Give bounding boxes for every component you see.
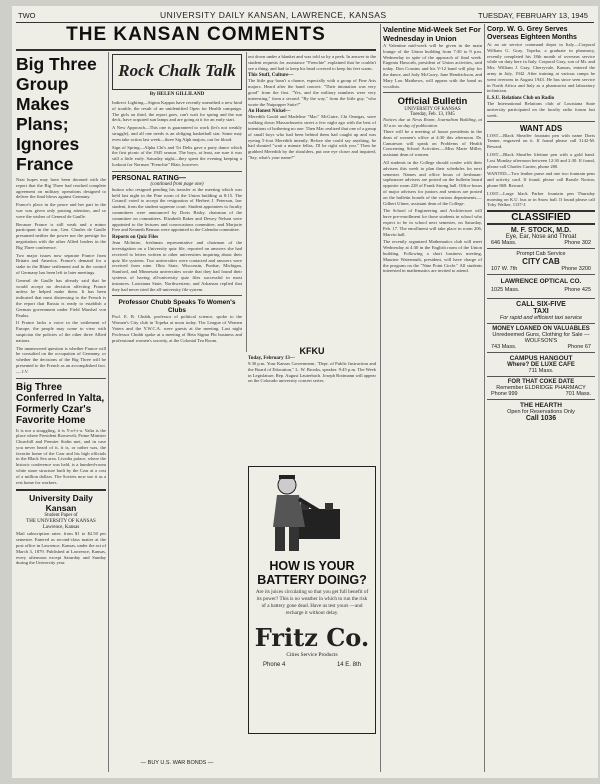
bulletin-note: Notices due at News Room, Journalism Building, at 10 a.m. on day of publication. — [383, 117, 482, 129]
ad-address: 646 Mass. — [491, 240, 517, 247]
paragraph: General de Gaulle has already said that he would accept no decision affecting France unless he helped make them. It has been indicated that most distressing to the French is the report that Russia is ready to establish a German government under Field Marshal von Paulus. — [16, 277, 106, 318]
ad-address: 743 Mass. — [491, 344, 517, 351]
ad-contact — [487, 391, 595, 397]
chubb-article: Prof. E. B. Chubb, professor of political science, spoke to the Women's City club in Topeka at noon today. The League of Women Voters and the Y.W.C.A. were guests at the meeting. Last night Professor Chubb spoke at a meeting of Beta Sigma Phi business and professional women's sorority, at the Colonial Tea Room. — [112, 314, 242, 343]
column-4 — [383, 26, 482, 772]
article-rule — [112, 171, 242, 172]
ad-phone: Phone 67 — [567, 344, 591, 351]
classified-ad — [487, 249, 595, 275]
rating-subhead: (continued from page one) — [150, 181, 204, 187]
ad-name: FOR THAT COKE DATE — [507, 379, 575, 386]
page-header — [12, 8, 598, 22]
chubb-headline: Professor Chubb Speaks To Women's Clubs — [118, 299, 236, 314]
column-2 — [112, 54, 242, 774]
classified-ad — [487, 353, 595, 377]
rock-chalk-box — [112, 54, 242, 90]
byline: By HELEN GILLILAND — [149, 92, 205, 97]
paragraph: A New Approach—This one is guaranteed to work (let's not weakly struggle), and all one needs is an obliging basketball star. Some may even take action last week—three Sig Alph majors, out for blood. — [112, 125, 242, 142]
paragraph: If France lacks a voice in the settlement of Europe, the people may come to view with suspicion the policies of the other three Allied nations. — [16, 320, 106, 343]
ad-line: Unredeemed Guns, Clothing for Sale — WOLFSON'S — [492, 332, 590, 345]
bulletin-date: Tuesday, Feb. 13, 1945 — [410, 112, 455, 118]
ad-contact — [487, 240, 595, 246]
ad-contact — [487, 266, 595, 272]
bulletin-headline: Official Bulletin — [397, 96, 468, 108]
want-ads-headline: WANT ADS — [519, 123, 563, 133]
kfku-title: KFKU — [299, 346, 325, 356]
rock-chalk-continued: out down under a blanket and was told so by a peek. In answer to the student requests for assistance "Frenchie" explained that he couldn't see a thing, and had to keep his head covered to keep his feet warm. — [248, 54, 376, 71]
ad-tagline: For rapid and efficient taxi service — [499, 315, 583, 322]
rock-chalk-text — [112, 100, 242, 168]
ad-name: M. F. STOCK, M.D. — [510, 227, 572, 235]
ad-contact — [487, 344, 595, 350]
paragraph: France's place in the peace and her part in the war was given only passing attention, and so were the wishes of General de Gaulle. — [16, 202, 106, 219]
paragraph: Sign of Spring—Alpha Chi's and Tri Delts gave a party dance which the first picnic of the 1945 season. The boys, at least, are sure it was still a little early. Saturday night—they spent the evening keeping a lookout for Norman "Frenchie" Blair, however. — [112, 144, 242, 167]
nickel-subhead: An Honest Nickel— — [248, 109, 291, 115]
ad-line: TAXI — [533, 308, 549, 316]
column-3 — [248, 54, 376, 354]
ad-name: THE HEARTH — [520, 402, 562, 410]
fritz-contact — [249, 658, 375, 672]
ad-name: MONEY LOANED ON VALUABLES — [492, 326, 590, 333]
header-rule — [16, 22, 594, 23]
rating-headline: PERSONAL RATING— — [112, 174, 187, 182]
fritz-subtitle: Cities Service Products — [286, 652, 338, 658]
fritz-logo: Fritz Co. — [254, 623, 370, 652]
classified-ad — [487, 225, 595, 249]
nickel-article: Meredith Gould and Madeline "Mac" McGuire, Chi Omegas, were walking down Massachusetts street a few night ago with the best of intentions of bothering no one. Then Mac realized that one of a group of small boys who had been behind them had caught up and was eyeing 5-foot Meredith intently. Before she could say anything, he had shouted "wait a minute fellas, I'll be right with you." Then he grabbed Meredith by the shoulders, put one eye closer and inquired, "Say, what's your name?" — [248, 114, 376, 160]
corp-article: At an air service command depot in Italy—Corporal William G. Gray, Topeka, a graduate in pharmacy, recently completed his 18th month of overseas service while on duty here in Italy. Corporal Gray, son of Mr. and Mrs. William J. Gray, Cherryvale, Kansas, entered the army in July, 1942. After training at various camps he went overseas in August 1943. He has since seen service in North Africa and Italy as a pharmacist and laboratory technician. — [487, 42, 595, 94]
fritz-phone: Phone 4 — [263, 662, 286, 668]
masthead-rule — [16, 489, 106, 491]
ad-contact — [487, 285, 595, 295]
ad-line: Remember ELDRIDGE PHARMACY — [496, 385, 586, 392]
masthead-fine-print: Mail subscription rates: from $1 to $2.50 per semester. Entered as second-class matter at the post office in Lawrence, Kansas, under the act of March 3, 1879. Published at Lawrence, Kansas, every afternoon except Saturday and Sunday during the University year. — [16, 531, 106, 566]
ad-line: Open for Reservations Only — [507, 409, 575, 416]
paper-name-header: UNIVERSITY DAILY KANSAN, LAWRENCE, KANSAS — [160, 10, 387, 20]
col-divider-2 — [246, 52, 247, 352]
ad-line: Eye, Ear, Nose and Throat — [505, 234, 577, 241]
want-ad: LOST—Black Sheaffer lifetime pen with a gold band. Lost Monday afternoon between 12:30 and 2:30. If found, please call Charles Currier, phone 280. — [487, 151, 595, 169]
ad-name: Prompt Cab Service — [516, 251, 566, 258]
culture-article: The little guy hasn't a chance, especially with a group of Fine Arts majors. Heard after the band concert: "Their intonation was very good" from the first. "Yes, and the military numbers were very interesting," from a second. "By the way," from the little guy, "who wrote the Nutpopper Suite?" — [248, 78, 376, 107]
lsu-headline: L.S.U. Relations Club on Radio — [487, 96, 555, 102]
ad-address: 701 Mass. — [565, 391, 591, 398]
ad-name: LAWRENCE OPTICAL CO. — [500, 278, 582, 286]
classified-title: CLASSIFIED — [511, 212, 571, 224]
ad-phone: Phone 425 — [564, 287, 591, 294]
page-number: TWO — [18, 11, 36, 20]
masthead-sub3: Lawrence, Kansas — [42, 525, 80, 531]
valentine-article: A Valentine mid-week will be given in the main lounge of the Union building from 7:30 to 9 p.m. Wednesday in spite of the approach of final week. Eugenia Haworth, president of Union activities, said today. Don Cousins and his V-12 band will play for the dance, and Jody McCurry, Jane Hendrickson, and Mary Lou Matthews, will appear with the band as vocalists. — [383, 43, 482, 89]
paragraph: The School of Engineering and Architecture will have pre-enrollment for those students in school who expect to be in school next semester, on Saturday, Feb. 17. The enrollment will take place in room 206, Marvin hall. — [383, 208, 482, 237]
kfku-box — [248, 346, 376, 456]
classified-ad — [487, 275, 595, 299]
column-1 — [16, 54, 106, 774]
paragraph: All students in the College should confer with their advisers this week to plan their schedules for next semester. Names and office hours of freshman-sophomore advisers are posted on the bulletin board opposite room 228 of Frank Strong hall. Office hours of major advisers for juniors and seniors are posted on the bulletin boards of the various departments.—Gilbert Ulmer, assistant dean of the College. — [383, 159, 482, 206]
valentine-headline: Valentine Mid-Week Set For Wednesday in Union — [383, 26, 481, 43]
ad-phone: Call 1036 — [525, 415, 557, 423]
paragraph: Indirect Lighting—Sigma Kappas have recently unearthed a new kind of trouble, the result of an unidentified Open for Health campaign. The girls on third, the report goes, can't wait for spring and the sun deck, have acquired sun lamps and are going at it for an early start. — [112, 100, 242, 123]
masthead-sub1: Student Paper of — [44, 513, 78, 519]
ad-address: 711 Mass. — [528, 368, 554, 375]
battery-ad — [248, 466, 376, 734]
kfku-date: Today, February 13— — [248, 356, 295, 361]
article-rule — [383, 92, 482, 93]
classified-ad — [487, 324, 595, 353]
article-rule — [487, 121, 595, 122]
ad-name: CAMPUS HANGOUT — [509, 355, 573, 363]
bulletin-university: UNIVERSITY OF KANSAS — [404, 107, 461, 113]
rating-article: bution who resigned pending his transfer at the meeting which was held last night in the Pine room of the Union building at 8:15. The Council voted to accept the resignation of Herbert J. Peterson, law student, from the student supreme court. Student appointees to faculty committees were announced by Doris Bixby, chairman of the committee on committees. Elizabeth Baker and Dewey Nelson were appointed to the lectures and convocations committee, and Marjorie Free and Kenneth Benson were appointed to the Calendar committee. — [112, 186, 242, 233]
battery-copy: Are its juices circulating so that you get full benefit of its power? This is no weather in which to run the risk of a battery gone dead. Have us test yours —and recharge it without delay. — [255, 589, 369, 616]
want-ads — [487, 133, 595, 209]
classified-ad — [487, 299, 595, 324]
lead-headline: Big Three Group Makes Plans; Ignores France — [16, 54, 97, 174]
lsu-article: The International Relations club of Louisiana State university participated on the faculty radio forum last week. — [487, 101, 595, 118]
paragraph: The unanswered question is whether France will be consulted on the occupation of Germany, or whether the decisions of the Big Three will be presented to the French as an accomplished fact. — J.V. — [16, 345, 106, 374]
paragraph: Two major issues now separate France from Britain and America. France's demand for a stake in the Rhine settlement and in the control of Germany has been left to later meetings. — [16, 252, 106, 275]
banner-rule — [16, 49, 376, 51]
col-divider-4 — [484, 24, 485, 772]
yalta-article: It is not a straggling, it is Y-a-l-t-a. Yalta is the place where President Roosevelt, Prime Minister Churchill and Premier Stalin met, and in case you never heard of it, it is, or rather was, the favorite home of the Czar and his high officials in the Black Sea area. Livadia palace, where the historic conference was held, is a hundred-room white stone structure built by the Czar at a cost of a million dollars. The Soviets now use it as a rest home for workers. — [16, 427, 106, 485]
masthead-sub2: THE UNIVERSITY OF KANSAS — [26, 519, 96, 525]
section-banner: THE KANSAN COMMENTS — [66, 24, 326, 45]
ad-name: CALL SIX-FIVE — [516, 301, 566, 309]
article-rule — [16, 378, 106, 379]
column-title: Rock Chalk Talk — [118, 61, 236, 80]
want-ad: LOST—Large black Parker fountain pen Thursday morning on K.U. bus or in Snow hall. If found please call Toby Walker, 1137-J. — [487, 190, 595, 208]
want-ad: LOST—Black Sheaffer fountain pen with name Doris Tanner, engraved on it. If found please call 3142-M. Reward. — [487, 132, 595, 150]
paragraph: Because France is still weak and a minor participant in the war, Gen. Charles de Gaulle presumed neither the power nor the prestige for negotiation with the other Allied leaders in the Big Three conference. — [16, 221, 106, 250]
war-bonds-slug: — BUY U.S. WAR BONDS — — [140, 760, 214, 766]
quiz-article: Jean McIntire, freshman representative and chairman of the investigation on a University quiz file, reported on answers she had received to letters written to other universities inquiring about their quiz file systems. Two universities were contacted and answers were received from nine. Ohio State, Wisconsin, Purdue, Michigan, Stanford, and Minnesota universities wrote that they had found their systems of having all-university quiz files successful in most instances. Louisiana State, Northwestern, and Arkansas replied that they had never tried the all-university file system. — [112, 240, 242, 292]
col-divider-3 — [380, 24, 381, 772]
classified-ad — [487, 400, 595, 424]
article-rule — [112, 295, 242, 296]
fritz-address: 14 E. 8th — [336, 662, 361, 668]
ad-phone: Phone 302 — [564, 240, 591, 247]
kfku-schedule: 9:30 p.m. Your Kansas Government, "Dept. of Public Instruction and the Board of Education," L. W. Brooks, speaker. 9:45 p.m. The Week in Legislature, Rep. August Lauterbach. Joseph Rottmann will appear on the Colorado university concert series. — [248, 361, 376, 384]
masthead-title: University Daily Kansan — [29, 493, 93, 514]
classified-header — [487, 210, 595, 225]
ad-line: Where? DE LUXE CAFE — [507, 362, 575, 369]
want-ad: WANTED—Two leather purse and one two fountain pens and activity card. If found, please call Brasile Norton, phone 868. Reward. — [487, 171, 595, 188]
col-divider-1 — [108, 52, 109, 772]
culture-subhead: This Stuff, Culture— — [248, 73, 294, 79]
paragraph: There will be a meeting of house presidents in the dean of women's office at 4:30 this afternoon. Dr. Canuteson will speak on Problems of Health Concerning School Activities.—Miss Marie Miller, assistant dean of women. — [383, 128, 482, 158]
issue-date: TUESDAY, FEBRUARY 13, 1945 — [478, 11, 588, 20]
mechanic-illustration — [249, 467, 374, 557]
quiz-subhead: Reports on Quiz Files — [112, 235, 159, 241]
ad-phone: Phone 999 — [491, 391, 518, 398]
paragraph: The recently organized Mathematics club will meet Wednesday at 4:30 in the English room of the Union building. Following a short business meeting, Maurine Watermuth, president, will have charge of the program on the "Nine Point Circle." All students interested in mathematics are invited to attend. — [383, 239, 482, 274]
bulletin-notices — [383, 129, 482, 274]
lead-article — [16, 177, 106, 375]
paragraph: Nazi hopes may have been doomed with the report that the Big Three had reached complete agreement on military operations designed to deliver the final blows against Germany. — [16, 177, 106, 200]
ad-address: 107 W. 7th — [491, 266, 518, 273]
corp-headline: Corp. W. G. Grey Serves Overseas Eighteen Months — [487, 26, 577, 41]
ad-phone: Phone 3200 — [561, 266, 591, 273]
classified-ad — [487, 377, 595, 400]
newspaper-page — [12, 6, 598, 778]
ad-address: 1025 Mass. — [491, 287, 520, 294]
battery-headline: HOW IS YOUR BATTERY DOING? — [257, 559, 367, 587]
column-5 — [487, 26, 595, 776]
ad-line: CITY CAB — [522, 257, 560, 267]
yalta-headline: Big Three Conferred In Yalta, Formerly Czar's Favorite Home — [16, 381, 105, 426]
